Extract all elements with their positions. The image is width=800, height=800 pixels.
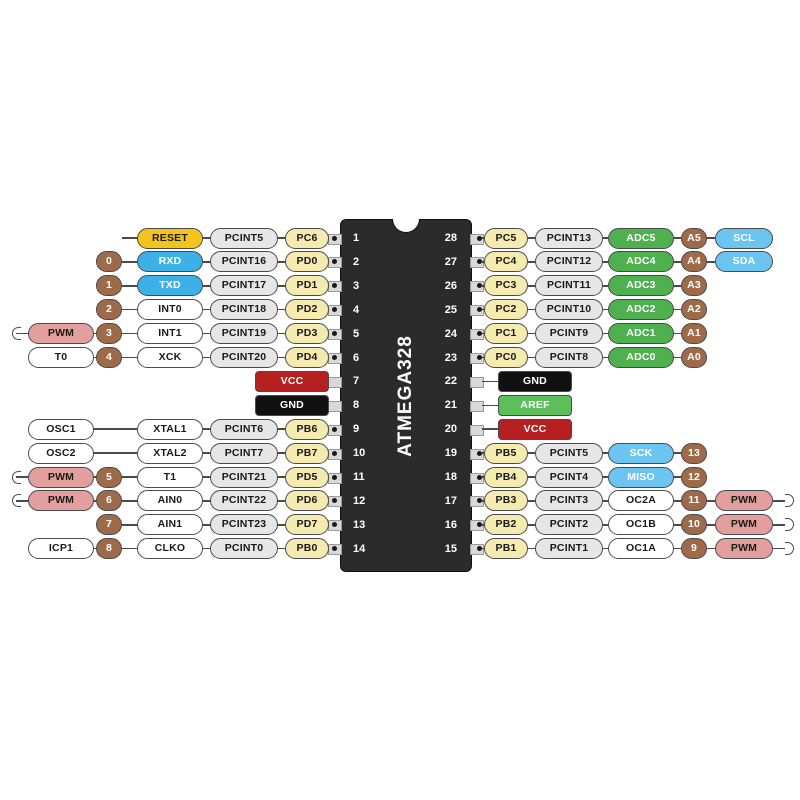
pin-number: 25 xyxy=(444,303,457,316)
pwm-label-17: PWM xyxy=(715,490,773,511)
port-label-PB5: PB5 xyxy=(484,443,528,464)
chip-name-text: ATMEGA328 xyxy=(395,334,416,457)
function-label-TXD: TXD xyxy=(137,275,203,296)
pin-number: 3 xyxy=(353,279,360,292)
pin-number: 8 xyxy=(353,399,360,412)
arduino-pin-6: 6 xyxy=(96,490,122,511)
function-label-ADC2: ADC2 xyxy=(608,299,674,320)
port-label-PC1: PC1 xyxy=(484,323,528,344)
pcint-label-PCINT13: PCINT13 xyxy=(535,228,603,249)
connector-line xyxy=(278,524,285,526)
connector-dot xyxy=(477,307,482,312)
port-label-PB1: PB1 xyxy=(484,538,528,559)
arduino-pin-1: 1 xyxy=(96,275,122,296)
pin-number: 17 xyxy=(444,494,457,507)
port-label-PD4: PD4 xyxy=(285,347,329,368)
connector-line xyxy=(16,476,28,478)
arduino-pin-A5: A5 xyxy=(681,228,707,249)
connector-line xyxy=(528,548,535,550)
power-label-vcc-pin7: VCC xyxy=(255,371,329,392)
arduino-pin-10: 10 xyxy=(681,514,707,535)
connector-line xyxy=(674,285,681,287)
extra-label-27: SDA xyxy=(715,251,773,272)
connector-line xyxy=(94,476,96,478)
connector-line xyxy=(674,261,681,263)
connector-line xyxy=(278,309,285,311)
pcint-label-PCINT7: PCINT7 xyxy=(210,443,278,464)
connector-line xyxy=(278,357,285,359)
pcint-label-PCINT9: PCINT9 xyxy=(535,323,603,344)
connector-line xyxy=(278,333,285,335)
connector-dot xyxy=(332,475,337,480)
port-label-PD7: PD7 xyxy=(285,514,329,535)
connector-dot xyxy=(477,451,482,456)
port-label-PC0: PC0 xyxy=(484,347,528,368)
connector-line xyxy=(528,452,535,454)
port-label-PD6: PD6 xyxy=(285,490,329,511)
connector-line xyxy=(122,309,137,311)
connector-line xyxy=(203,357,210,359)
connector-line xyxy=(674,500,681,502)
connector-line xyxy=(203,428,210,430)
ground-label-gnd-pin22: GND xyxy=(498,371,572,392)
connector-line xyxy=(278,548,285,550)
pcint-label-PCINT1: PCINT1 xyxy=(535,538,603,559)
connector-dot xyxy=(332,451,337,456)
connector-line xyxy=(707,548,715,550)
connector-line xyxy=(203,285,210,287)
pcint-label-PCINT6: PCINT6 xyxy=(210,419,278,440)
connector-dot xyxy=(477,355,482,360)
arduino-pin-11: 11 xyxy=(681,490,707,511)
connector-line xyxy=(278,476,285,478)
pwm-label-16: PWM xyxy=(715,514,773,535)
pin-number: 12 xyxy=(353,494,366,507)
pin-number: 21 xyxy=(444,399,457,412)
chip-pin-leg xyxy=(470,377,484,388)
arduino-pin-9: 9 xyxy=(681,538,707,559)
arduino-pin-4: 4 xyxy=(96,347,122,368)
chip-pin-leg xyxy=(470,401,484,412)
connector-line xyxy=(122,548,137,550)
chip-pin-leg xyxy=(328,377,342,388)
pin-number: 15 xyxy=(444,542,457,555)
pin-number: 7 xyxy=(353,375,360,388)
connector-dot xyxy=(477,259,482,264)
arduino-pin-A4: A4 xyxy=(681,251,707,272)
arduino-pin-A2: A2 xyxy=(681,299,707,320)
pcint-label-PCINT12: PCINT12 xyxy=(535,251,603,272)
connector-line xyxy=(482,428,498,430)
extra-label-6: T0 xyxy=(28,347,94,368)
connector-line xyxy=(707,261,715,263)
pcint-label-PCINT21: PCINT21 xyxy=(210,467,278,488)
pcint-label-PCINT18: PCINT18 xyxy=(210,299,278,320)
connector-line xyxy=(122,333,137,335)
connector-line xyxy=(203,500,210,502)
connector-line xyxy=(16,500,28,502)
connector-dot xyxy=(332,283,337,288)
connector-dot xyxy=(332,546,337,551)
power-label-vcc-pin20: VCC xyxy=(498,419,572,440)
pin-number: 13 xyxy=(353,518,366,531)
port-label-PD1: PD1 xyxy=(285,275,329,296)
connector-dot xyxy=(477,522,482,527)
arduino-pin-12: 12 xyxy=(681,467,707,488)
pcint-label-PCINT3: PCINT3 xyxy=(535,490,603,511)
aref-label: AREF xyxy=(498,395,572,416)
pin-number: 4 xyxy=(353,303,360,316)
function-label-ADC4: ADC4 xyxy=(608,251,674,272)
pin-number: 14 xyxy=(353,542,366,555)
connector-line xyxy=(203,333,210,335)
pin-number: 18 xyxy=(444,471,457,483)
port-label-PB4: PB4 xyxy=(484,467,528,488)
pin-number: 28 xyxy=(444,232,457,244)
chip-pin-leg xyxy=(470,425,484,436)
connector-line xyxy=(203,524,210,526)
port-label-PB3: PB3 xyxy=(484,490,528,511)
arduino-pin-A0: A0 xyxy=(681,347,707,368)
pin-number: 23 xyxy=(444,351,457,364)
connector-dot xyxy=(332,355,337,360)
connector-line xyxy=(94,357,96,359)
pin-number: 27 xyxy=(444,255,457,268)
connector-dot xyxy=(477,498,482,503)
function-label-RXD: RXD xyxy=(137,251,203,272)
pcint-label-PCINT20: PCINT20 xyxy=(210,347,278,368)
arduino-pin-2: 2 xyxy=(96,299,122,320)
function-label-AIN1: AIN1 xyxy=(137,514,203,535)
connector-line xyxy=(278,261,285,263)
pcint-label-PCINT17: PCINT17 xyxy=(210,275,278,296)
connector-line xyxy=(94,428,137,430)
connector-line xyxy=(528,357,535,359)
connector-line xyxy=(674,357,681,359)
connector-line xyxy=(482,405,498,407)
pin-number: 10 xyxy=(353,447,366,460)
external-lead xyxy=(785,494,794,507)
pin-number: 2 xyxy=(353,255,360,268)
connector-line xyxy=(94,500,96,502)
connector-line xyxy=(528,285,535,287)
connector-line xyxy=(674,333,681,335)
port-label-PB6: PB6 xyxy=(285,419,329,440)
chip-pin-leg xyxy=(328,401,342,412)
connector-line xyxy=(528,237,535,239)
connector-line xyxy=(674,524,681,526)
extra-label-14: ICP1 xyxy=(28,538,94,559)
connector-line xyxy=(203,476,210,478)
connector-dot xyxy=(332,236,337,241)
function-label-XCK: XCK xyxy=(137,347,203,368)
connector-line xyxy=(482,381,498,383)
port-label-PC3: PC3 xyxy=(484,275,528,296)
connector-line xyxy=(528,261,535,263)
arduino-pin-3: 3 xyxy=(96,323,122,344)
connector-dot xyxy=(477,283,482,288)
connector-line xyxy=(528,309,535,311)
connector-line xyxy=(707,524,715,526)
function-label-OC1A: OC1A xyxy=(608,538,674,559)
pcint-label-PCINT8: PCINT8 xyxy=(535,347,603,368)
function-label-SCK: SCK xyxy=(608,443,674,464)
connector-line xyxy=(674,548,681,550)
connector-line xyxy=(773,500,785,502)
connector-line xyxy=(94,452,137,454)
connector-line xyxy=(773,524,785,526)
function-label-MISO: MISO xyxy=(608,467,674,488)
port-label-PD0: PD0 xyxy=(285,251,329,272)
connector-line xyxy=(203,237,210,239)
arduino-pin-13: 13 xyxy=(681,443,707,464)
pin-number: 20 xyxy=(444,423,457,436)
pcint-label-PCINT4: PCINT4 xyxy=(535,467,603,488)
connector-line xyxy=(528,500,535,502)
connector-line xyxy=(122,524,137,526)
pwm-label-12: PWM xyxy=(28,490,94,511)
ground-label-gnd-pin8: GND xyxy=(255,395,329,416)
pcint-label-PCINT22: PCINT22 xyxy=(210,490,278,511)
port-label-PB7: PB7 xyxy=(285,443,329,464)
arduino-pin-0: 0 xyxy=(96,251,122,272)
connector-line xyxy=(122,476,137,478)
external-lead xyxy=(785,542,794,555)
connector-line xyxy=(122,357,137,359)
pwm-label-15: PWM xyxy=(715,538,773,559)
port-label-PB0: PB0 xyxy=(285,538,329,559)
pcint-label-PCINT5: PCINT5 xyxy=(535,443,603,464)
function-label-ADC1: ADC1 xyxy=(608,323,674,344)
pin-number: 22 xyxy=(444,375,457,388)
function-label-ADC3: ADC3 xyxy=(608,275,674,296)
function-label-AIN0: AIN0 xyxy=(137,490,203,511)
function-label-ADC5: ADC5 xyxy=(608,228,674,249)
pcint-label-PCINT2: PCINT2 xyxy=(535,514,603,535)
connector-line xyxy=(707,500,715,502)
connector-dot xyxy=(332,498,337,503)
arduino-pin-A1: A1 xyxy=(681,323,707,344)
arduino-pin-8: 8 xyxy=(96,538,122,559)
arduino-pin-5: 5 xyxy=(96,467,122,488)
connector-line xyxy=(122,237,137,239)
connector-dot xyxy=(477,546,482,551)
pcint-label-PCINT10: PCINT10 xyxy=(535,299,603,320)
connector-line xyxy=(122,285,137,287)
pin-number: 19 xyxy=(444,447,457,460)
port-label-PD2: PD2 xyxy=(285,299,329,320)
function-label-XTAL1: XTAL1 xyxy=(137,419,203,440)
function-label-INT0: INT0 xyxy=(137,299,203,320)
function-label-RESET: RESET xyxy=(137,228,203,249)
port-label-PD5: PD5 xyxy=(285,467,329,488)
pin-number: 16 xyxy=(444,518,457,531)
function-label-XTAL2: XTAL2 xyxy=(137,443,203,464)
port-label-PC4: PC4 xyxy=(484,251,528,272)
pwm-label-11: PWM xyxy=(28,467,94,488)
function-label-CLKO: CLKO xyxy=(137,538,203,559)
connector-dot xyxy=(332,427,337,432)
port-label-PB2: PB2 xyxy=(484,514,528,535)
connector-line xyxy=(122,500,137,502)
connector-line xyxy=(203,452,210,454)
pin-number: 6 xyxy=(353,351,360,364)
connector-line xyxy=(94,333,96,335)
connector-line xyxy=(674,309,681,311)
extra-label-9: OSC1 xyxy=(28,419,94,440)
function-label-OC2A: OC2A xyxy=(608,490,674,511)
pin-number: 1 xyxy=(353,232,360,244)
pcint-label-PCINT0: PCINT0 xyxy=(210,538,278,559)
function-label-T1: T1 xyxy=(137,467,203,488)
arduino-pin-A3: A3 xyxy=(681,275,707,296)
connector-line xyxy=(203,548,210,550)
connector-line xyxy=(122,261,137,263)
connector-line xyxy=(278,452,285,454)
pin-number: 24 xyxy=(444,327,457,340)
pin-number: 9 xyxy=(353,423,360,436)
connector-line xyxy=(94,548,96,550)
port-label-PC5: PC5 xyxy=(484,228,528,249)
connector-line xyxy=(203,261,210,263)
pcint-label-PCINT16: PCINT16 xyxy=(210,251,278,272)
connector-dot xyxy=(332,259,337,264)
connector-dot xyxy=(332,307,337,312)
pcint-label-PCINT5: PCINT5 xyxy=(210,228,278,249)
connector-line xyxy=(674,476,681,478)
connector-line xyxy=(278,237,285,239)
connector-line xyxy=(674,237,681,239)
connector-dot xyxy=(332,522,337,527)
connector-line xyxy=(773,548,785,550)
connector-dot xyxy=(477,236,482,241)
connector-dot xyxy=(477,475,482,480)
connector-line xyxy=(528,476,535,478)
connector-line xyxy=(528,333,535,335)
pcint-label-PCINT23: PCINT23 xyxy=(210,514,278,535)
function-label-INT1: INT1 xyxy=(137,323,203,344)
pin-number: 11 xyxy=(353,471,365,483)
connector-line xyxy=(278,285,285,287)
connector-line xyxy=(707,237,715,239)
extra-label-28: SCL xyxy=(715,228,773,249)
pwm-label-5: PWM xyxy=(28,323,94,344)
pcint-label-PCINT11: PCINT11 xyxy=(535,275,603,296)
function-label-OC1B: OC1B xyxy=(608,514,674,535)
connector-line xyxy=(203,309,210,311)
port-label-PC6: PC6 xyxy=(285,228,329,249)
connector-line xyxy=(528,524,535,526)
arduino-pin-7: 7 xyxy=(96,514,122,535)
connector-line xyxy=(674,452,681,454)
connector-dot xyxy=(477,331,482,336)
function-label-ADC0: ADC0 xyxy=(608,347,674,368)
pcint-label-PCINT19: PCINT19 xyxy=(210,323,278,344)
port-label-PC2: PC2 xyxy=(484,299,528,320)
connector-dot xyxy=(332,331,337,336)
connector-line xyxy=(278,500,285,502)
extra-label-10: OSC2 xyxy=(28,443,94,464)
pin-number: 26 xyxy=(444,279,457,292)
pin-number: 5 xyxy=(353,327,360,340)
port-label-PD3: PD3 xyxy=(285,323,329,344)
connector-line xyxy=(278,428,285,430)
external-lead xyxy=(785,518,794,531)
connector-line xyxy=(16,333,28,335)
